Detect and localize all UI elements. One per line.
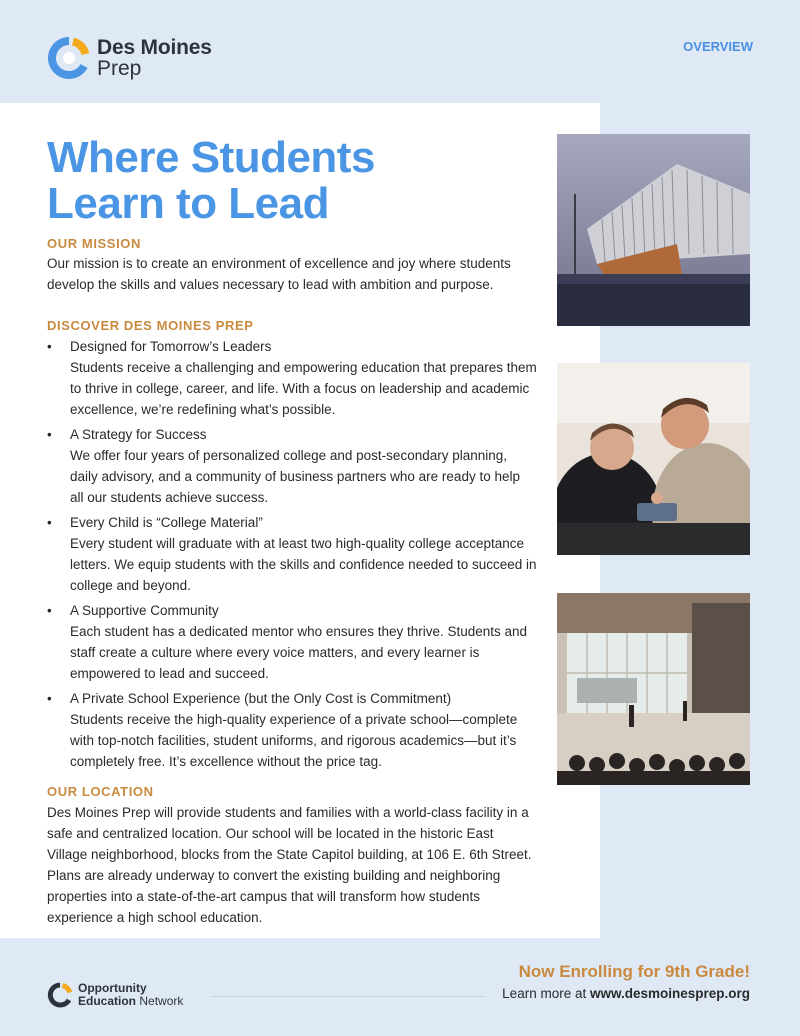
list-item-text: Students receive the high-quality experience of a private school—complete with top-notch facilities, student uniforms, and rigorous academics—but it’s completely free. It’s excellence without the price tag. [70,712,518,769]
atrium-interior-photo [557,593,750,785]
bullet-dot-icon: • [47,515,52,530]
page-title [47,135,375,227]
enroll-callout [502,962,750,1001]
building-exterior-image [557,134,750,326]
brand-logo[interactable] [47,36,212,80]
list-item-text: Every student will graduate with at least two high-quality college acceptance letters. We equip students with the skills and confidence needed to succeed in college and beyond. [70,536,537,593]
oen-name-line2 [78,995,183,1008]
brand-name-line2: Prep [97,57,142,80]
list-item-text: We offer four years of personalized college and post-secondary planning, daily advisory, and a community of business partners who are ready to help all our students achieve success. [70,448,520,505]
c-circle-logo-icon [47,36,91,80]
list-item [47,688,537,772]
location-heading: OUR LOCATION [47,784,154,799]
page-title-line2: Learn to Lead [47,179,329,228]
list-item-title: A Private School Experience (but the Only Cost is Commitment) [70,691,452,706]
mission-heading: OUR MISSION [47,236,141,251]
list-item [47,512,537,596]
oen-logo[interactable] [47,982,183,1008]
oen-name-bold: Education [78,994,137,1008]
list-item-title: A Strategy for Success [70,427,207,442]
students-working-photo [557,363,750,555]
overview-tag: OVERVIEW [683,39,753,54]
list-item [47,336,537,420]
oen-name-rest: Network [136,994,184,1008]
page-title-line1: Where Students [47,133,375,182]
list-item-text: Each student has a dedicated mentor who ensures they thrive. Students and staff create a culture where every voice matters, and every learner is empowered to lead and succeed. [70,624,528,681]
list-item-title: Every Child is “College Material” [70,515,263,530]
oen-name [78,982,183,1008]
mission-text: Our mission is to create an environment of excellence and joy where students develop the skills and values necessary to lead with ambition and purpose. [47,256,511,292]
website-link[interactable]: www.desmoinesprep.org [589,986,750,1001]
enroll-title: Now Enrolling for 9th Grade! [518,962,750,981]
brand-name-line1: Des Moines [97,36,212,59]
list-item-text: Students receive a challenging and empowering education that prepares them to thrive in college, career, and life. With a focus on leadership and academic excellence, we’re redefining what’s possible. [70,360,537,417]
bullet-dot-icon: • [47,427,52,442]
c-circle-logo-icon [47,982,73,1008]
footer-divider [210,996,485,997]
bullet-dot-icon: • [47,603,52,618]
list-item [47,600,537,684]
oen-name-line1: Opportunity [78,981,147,995]
building-exterior-photo [557,134,750,326]
atrium-interior-image [557,593,750,785]
discover-list [47,336,537,776]
bullet-dot-icon: • [47,339,52,354]
list-item [47,424,537,508]
bullet-dot-icon: • [47,691,52,706]
list-item-title: Designed for Tomorrow’s Leaders [70,339,272,354]
students-working-image [557,363,750,555]
list-item-title: A Supportive Community [70,603,219,618]
location-text: Des Moines Prep will provide students and families with a world-class facility in a safe and centralized location. Our school will be located in the historic East Village neighborhood, blocks from the State Capitol building, at 106 E. 6th Street. Plans are already underway to convert the existing building and neighboring properties into a state-of-the-art campus that will transform how students experience a high school education. [47,805,532,925]
enroll-prefix: Learn more at [502,986,590,1001]
discover-heading: DISCOVER DES MOINES PREP [47,318,254,333]
enroll-subtitle [502,986,750,1001]
brand-name [97,37,212,79]
